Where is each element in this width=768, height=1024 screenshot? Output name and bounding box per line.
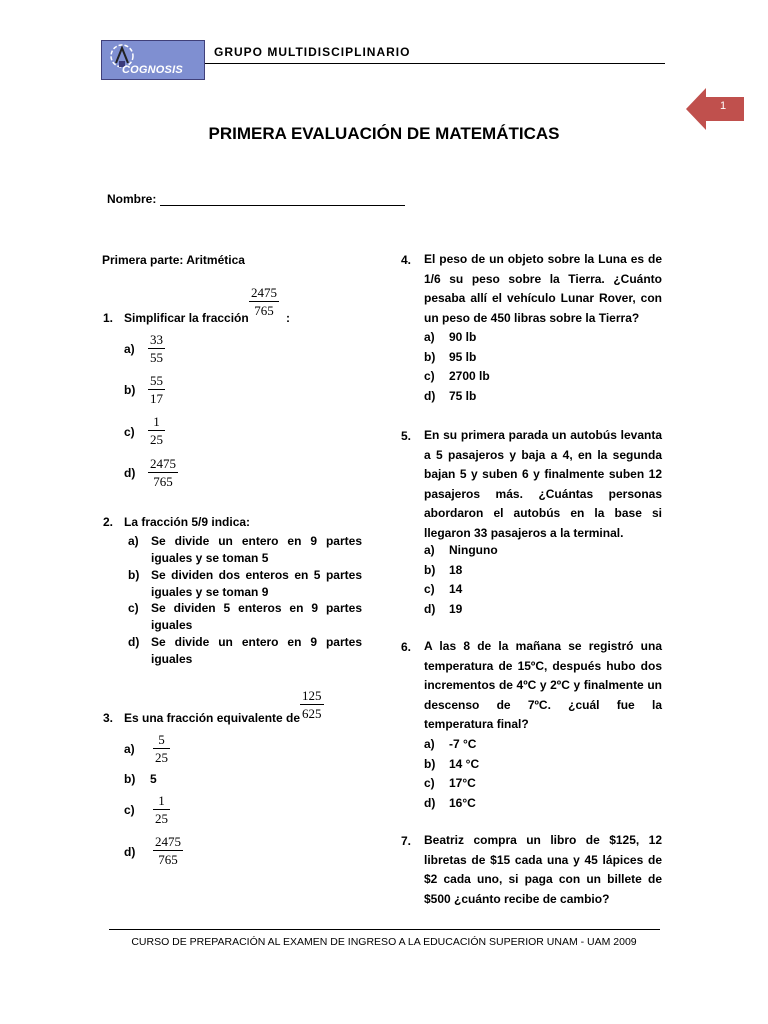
q2-option-d-label: d): [128, 635, 140, 649]
q5-option-a-text: Ninguno: [449, 543, 498, 557]
q2-option-b-text: Se dividen dos enteros en 5 partes iguales y se toman 9: [151, 568, 362, 599]
q5-option-c-text: 14: [449, 582, 463, 596]
q1-option-c-fraction: [148, 413, 165, 448]
q2-option-c-label: c): [128, 601, 139, 615]
q4-options: [424, 328, 490, 406]
q4-option-c: [424, 367, 490, 387]
name-field[interactable]: [107, 192, 405, 206]
q6-text: A las 8 de la mañana se registró una temperatura de 15ºC, después hubo dos incrementos de 4ºC y 2ºC y finalmente un descenso de 7ºC. ¿cuál fue la temperatura final?: [424, 639, 662, 731]
q6-option-b: [424, 755, 479, 775]
q2-option-b-label: b): [128, 568, 140, 582]
q1-option-b-fraction: [148, 372, 165, 407]
q7-text: Beatriz compra un libro de $125, 12 libretas de $15 cada una y 45 lápices de $2 cada uno, si paga con un billete de $500 ¿cuánto recibe de cambio?: [424, 833, 662, 906]
q3-d-numerator: 2475: [155, 834, 181, 849]
q6-option-d: [424, 794, 479, 814]
q3-option-c-fraction: [153, 792, 170, 827]
q5-option-a: [424, 541, 498, 561]
q5-option-b: [424, 561, 498, 581]
q1-b-numerator: 55: [150, 373, 163, 388]
q4-option-b-label: b): [424, 349, 436, 364]
q7-number: 7.: [401, 834, 412, 848]
q3-option-c-label: c): [124, 803, 135, 817]
q4-option-a: [424, 328, 490, 348]
q2-option-a: [128, 533, 362, 567]
q6-number: 6.: [401, 640, 412, 654]
q2-option-c: [128, 600, 362, 634]
q1-denominator: 765: [254, 303, 274, 318]
q5-option-b-label: b): [424, 562, 436, 577]
q6-option-c-label: c): [424, 776, 435, 790]
name-blank-line[interactable]: [160, 193, 405, 206]
q3-d-denominator: 765: [158, 852, 178, 867]
q1-a-denominator: 55: [150, 350, 163, 365]
q4-option-c-label: c): [424, 369, 435, 383]
page-title: PRIMERA EVALUACIÓN DE MATEMÁTICAS: [208, 124, 560, 143]
logo-text: COGNOSIS: [122, 64, 183, 76]
q3-option-b-label: b): [124, 772, 136, 786]
cognosis-logo: [101, 40, 205, 80]
q4-option-a-label: a): [424, 330, 435, 344]
footer-divider: [109, 929, 660, 930]
name-label: Nombre:: [107, 192, 157, 206]
q2-option-b: [128, 567, 362, 601]
header-divider: [205, 63, 665, 64]
q6-option-a-text: -7 °C: [449, 737, 477, 751]
q2-option-a-label: a): [128, 534, 139, 548]
q4-option-b: [424, 348, 490, 368]
q3-text: Es una fracción equivalente de: [124, 711, 301, 725]
q3-denominator: 625: [302, 706, 322, 721]
q2-number: 2.: [103, 515, 114, 529]
q4-text: El peso de un objeto sobre la Luna es de 1/6 su peso sobre la Tierra. ¿Cuánto pesaba allí el vehículo Lunar Rover, con un peso de 450 libras sobre la Tierra?: [424, 252, 662, 325]
q6-option-d-label: d): [424, 795, 436, 810]
q3-option-d-fraction: [153, 833, 183, 868]
q1-d-denominator: 765: [153, 474, 173, 489]
q5-option-d-label: d): [424, 601, 436, 616]
q6-option-d-text: 16°C: [449, 795, 476, 810]
q4-option-d-label: d): [424, 388, 436, 403]
q6-option-a: [424, 735, 479, 755]
q5-option-a-label: a): [424, 543, 435, 557]
q5-option-b-text: 18: [449, 562, 463, 577]
q4-option-a-text: 90 lb: [449, 330, 477, 344]
q4-option-b-text: 95 lb: [449, 349, 477, 364]
q3-a-numerator: 5: [153, 731, 170, 749]
q6-option-a-label: a): [424, 737, 435, 751]
q1-colon: :: [286, 311, 290, 325]
q1-option-d-fraction: [148, 455, 178, 490]
q2-option-d: [128, 634, 362, 668]
q1-option-c-label: c): [124, 425, 135, 439]
q1-option-d-label: d): [124, 466, 136, 480]
q1-b-denominator: 17: [150, 391, 163, 406]
q1-d-numerator: 2475: [150, 456, 176, 471]
q2-option-d-text: Se divide un entero en 9 partes iguales: [151, 635, 362, 666]
q3-c-numerator: 1: [153, 792, 170, 810]
q6-option-c-text: 17°C: [449, 776, 476, 790]
q1-option-a-fraction: [148, 331, 165, 366]
q3-option-a-fraction: [153, 731, 170, 766]
q1-text: Simplificar la fracción: [124, 311, 249, 325]
q2-text: La fracción 5/9 indica:: [124, 515, 251, 529]
q4-number: 4.: [401, 253, 412, 267]
q5-text: En su primera parada un autobús levanta a 5 pasajeros y baja a 4, en la segunda bajan 5 y suben 6 y finalmente suben 12 pasajeros más. ¿Cuántas personas abordaron el autobús en la base si llegaron 33 pasajeros a la terminal.: [424, 428, 662, 540]
q1-numerator: 2475: [251, 285, 277, 300]
q5-option-c-label: c): [424, 582, 435, 596]
q1-option-b-label: b): [124, 383, 136, 397]
q3-option-a-label: a): [124, 742, 135, 756]
q5-option-c: [424, 580, 498, 600]
q1-fraction: [249, 284, 279, 319]
q1-a-numerator: 33: [150, 332, 163, 347]
q1-number: 1.: [103, 311, 114, 325]
q4-option-d-text: 75 lb: [449, 388, 477, 403]
q3-fraction: [300, 687, 324, 722]
q2-option-c-text: Se dividen 5 enteros en 9 partes iguales: [151, 601, 362, 632]
q1-c-numerator: 1: [148, 413, 165, 431]
page-number: 1: [719, 100, 727, 112]
section-heading: Primera parte: Aritmética: [102, 253, 245, 267]
q6-option-c: [424, 774, 479, 794]
q1-c-denominator: 25: [150, 432, 163, 447]
q2-option-a-text: Se divide un entero en 9 partes iguales y se toman 5: [151, 534, 362, 565]
footer-text: CURSO DE PREPARACIÓN AL EXAMEN DE INGRESO A LA EDUCACIÓN SUPERIOR UNAM - UAM 2009: [131, 936, 637, 948]
q3-option-d-label: d): [124, 845, 136, 859]
q4-option-c-text: 2700 lb: [449, 369, 490, 383]
q6-option-b-text: 14 °C: [449, 756, 480, 771]
q4-option-d: [424, 387, 490, 407]
organization-name: GRUPO MULTIDISCIPLINARIO: [214, 45, 411, 59]
q5-option-d-text: 19: [449, 601, 463, 616]
q3-c-denominator: 25: [155, 811, 168, 826]
q6-option-b-label: b): [424, 756, 436, 771]
q5-option-d: [424, 600, 498, 620]
q6-options: [424, 735, 479, 813]
q1-option-a-label: a): [124, 342, 135, 356]
q5-options: [424, 541, 498, 619]
q3-a-denominator: 25: [155, 750, 168, 765]
q5-number: 5.: [401, 429, 412, 443]
q3-number: 3.: [103, 711, 114, 725]
q3-option-b-text: 5: [150, 772, 157, 786]
q3-numerator: 125: [302, 688, 322, 703]
